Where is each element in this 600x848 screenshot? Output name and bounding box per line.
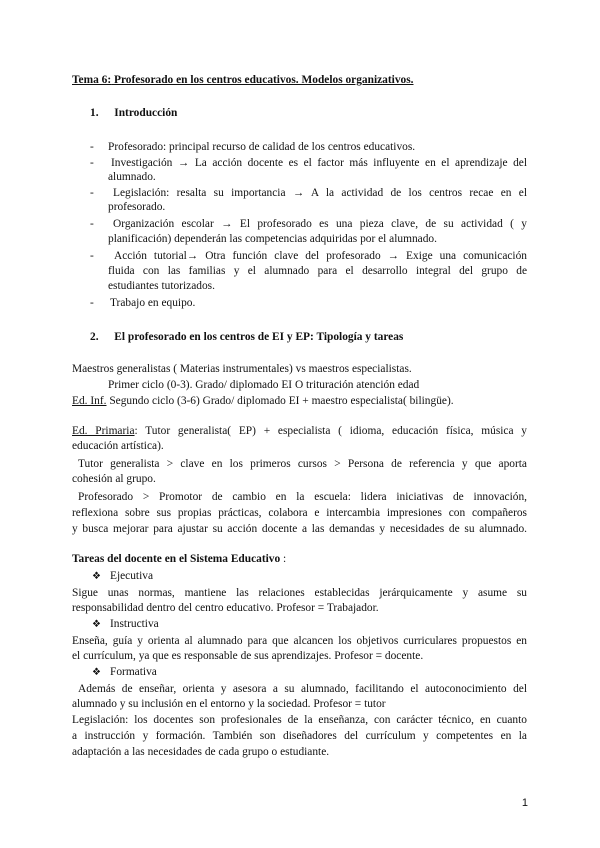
ep-line: Profesorado > Promotor de cambio en la escuela: lidera iniciativas de innovación, <box>78 491 527 503</box>
bullet-line: estudiantes tutorizados. <box>108 280 215 292</box>
title-tema: Tema 6: <box>72 74 112 86</box>
section-2-heading <box>90 330 403 344</box>
title-text: Profesorado en los centros educativos. Modelos organizativos. <box>111 74 414 86</box>
ep-line: y busca mejorar para ajustar su acción docente a las demandas y necesidades de su alumnado. <box>72 523 527 535</box>
section-1-heading <box>90 106 177 120</box>
legislacion-line: adaptación a las necesidades de cada grupo o estudiante. <box>72 746 330 758</box>
tarea-name: Instructiva <box>110 618 159 630</box>
bullet-line: planificación) dependerán las competencias adquiridas por el alumnado. <box>108 233 437 245</box>
bullet-line: Organización escolar → El profesorado es una pieza clave, de su actividad ( y <box>113 218 527 230</box>
tareas-colon: : <box>280 553 287 565</box>
ei-label: Ed. Inf. <box>72 395 107 407</box>
tareas-heading <box>72 552 286 566</box>
bullet-dash: - <box>90 250 94 262</box>
tarea-line: alumnado y su inclusión en el entorno y la sociedad. Profesor = tutor <box>72 698 386 710</box>
ei-text: Segundo ciclo (3-6) Grado/ diplomado EI + maestro especialista( bilingüe). <box>106 395 454 407</box>
ei-line: Primer ciclo (0-3). Grado/ diplomado EI O trituración atención edad <box>108 379 420 391</box>
bullet-dash: - <box>90 141 94 153</box>
legislacion-line: a instrucción y formación. También son diseñadores del currículum y competentes en la <box>72 730 527 742</box>
tarea-line: Enseña, guía y orienta al alumnado para que alcancen los objetivos curriculares propuestos en <box>72 635 527 647</box>
tarea-line: responsabilidad dentro del centro educativo. Profesor = Trabajador. <box>72 602 379 614</box>
tarea-line: el currículum, ya que es responsable de sus aprendizajes. Profesor = docente. <box>72 650 424 662</box>
ep-line: educación artística). <box>72 440 164 452</box>
bullet-dash: - <box>90 218 94 230</box>
bullet-line: profesorado. <box>108 201 166 213</box>
legislacion-line: Legislación: los docentes son profesionales de la enseñanza, con carácter técnico, en cuanto <box>72 714 527 726</box>
bullet-line: alumnado. <box>108 171 156 183</box>
tarea-line: Además de enseñar, orienta y asesora a su alumnado, facilitando el autoconocimiento del <box>78 683 527 695</box>
tareas-title: Tareas del docente en el Sistema Educativo <box>72 553 281 565</box>
tarea-line: Sigue unas normas, mantiene las relaciones establecidas jerárquicamente y asume su <box>72 587 527 599</box>
bullet-line: Trabajo en equipo. <box>110 297 196 309</box>
bullet-line: Profesorado: principal recurso de calidad de los centros educativos. <box>108 141 416 153</box>
section-1-number: 1. <box>90 107 99 119</box>
diamond-bullet-icon: ❖ <box>92 619 101 630</box>
ep-line: Tutor generalista > clave en los primeros cursos > Persona de referencia y que aporta <box>78 458 527 470</box>
ep-line: cohesión al grupo. <box>72 473 156 485</box>
page-number: 1 <box>521 797 528 809</box>
tarea-name: Ejecutiva <box>110 570 154 582</box>
bullet-line: fluida con las familias y el alumnado para el desarrollo integral del grupo de <box>108 265 527 277</box>
diamond-bullet-icon: ❖ <box>92 667 101 678</box>
ei-line <box>72 394 454 408</box>
section-1-title: Introducción <box>114 107 178 119</box>
bullet-dash: - <box>90 157 94 169</box>
bullet-line: Legislación: resalta su importancia → A la actividad de los centros recae en el <box>113 187 527 199</box>
tarea-formativa-label <box>92 665 157 680</box>
tarea-instructiva-label <box>92 617 159 632</box>
bullet-dash: - <box>90 297 94 309</box>
document-title <box>72 73 414 87</box>
tarea-name: Formativa <box>110 666 157 678</box>
section-2-number: 2. <box>90 331 99 343</box>
bullet-line: Investigación → La acción docente es el factor más influyente en el aprendizaje del <box>111 157 527 169</box>
bullet-dash: - <box>90 187 94 199</box>
bullet-line: Acción tutorial→ Otra función clave del profesorado → Exige una comunicación <box>114 250 527 262</box>
ep-line: reflexiona sobre sus propias prácticas, colabora e intercambia impresiones con compañeros <box>72 507 527 519</box>
ep-label: Ed. Primaria <box>72 425 135 437</box>
ei-line: Maestros generalistas ( Materias instrumentales) vs maestros especialistas. <box>72 363 412 375</box>
diamond-bullet-icon: ❖ <box>92 571 101 582</box>
section-2-title: El profesorado en los centros de EI y EP: Tipología y tareas <box>114 331 404 343</box>
ep-text: : Tutor generalista( EP) + especialista ( idioma, educación física, música y <box>134 425 527 437</box>
ep-line <box>72 424 527 438</box>
tarea-ejecutiva-label <box>92 569 153 584</box>
